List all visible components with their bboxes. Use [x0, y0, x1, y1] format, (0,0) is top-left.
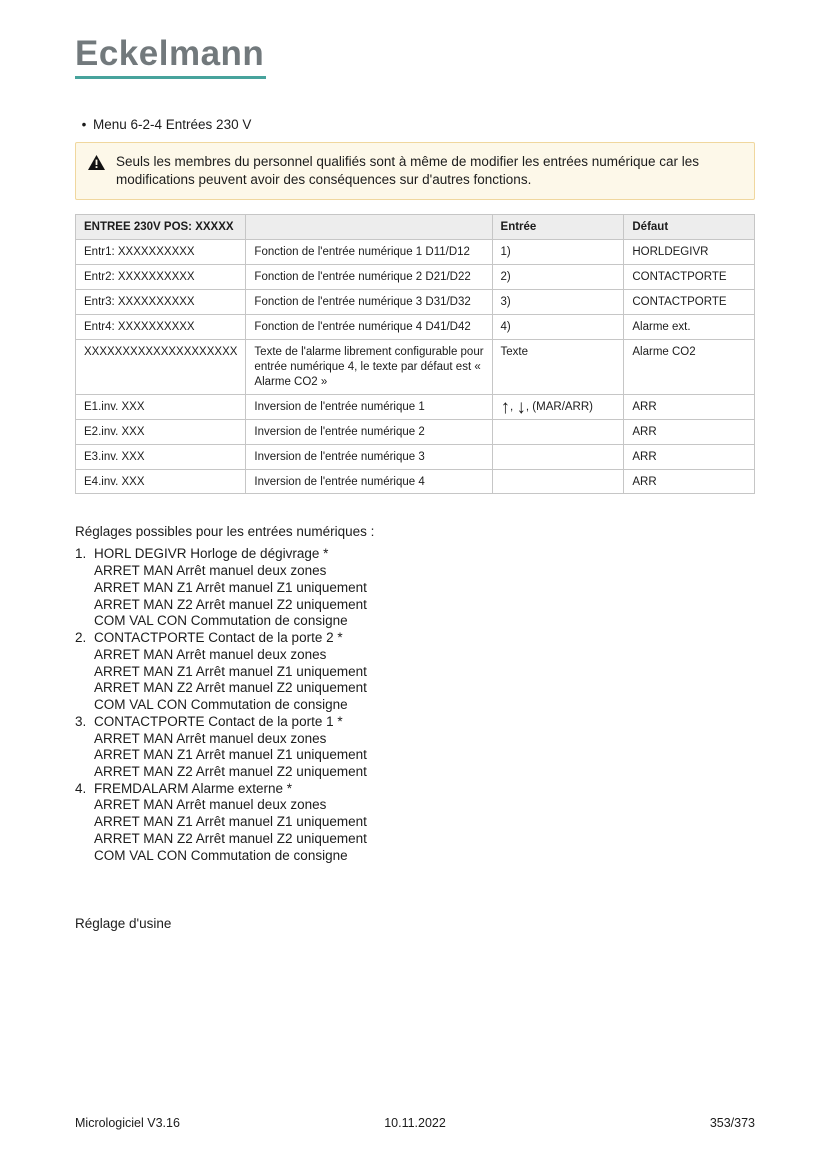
table-header-cell: ENTREE 230V POS: XXXXX — [76, 215, 246, 240]
settings-item-lines — [94, 714, 755, 781]
settings-item-subline: ARRET MAN Z2 Arrêt manuel Z2 uniquement — [94, 830, 367, 846]
down-arrow-icon: ↓ — [516, 396, 526, 418]
table-cell: Entr2: XXXXXXXXXX — [76, 265, 246, 290]
table-body — [76, 240, 755, 494]
settings-item-number: 2. — [75, 630, 87, 646]
table-row — [76, 240, 755, 265]
table-cell: 3) — [492, 290, 624, 315]
table-cell: E4.inv. XXX — [76, 469, 246, 494]
menu-bullet-text: Menu 6-2-4 Entrées 230 V — [93, 116, 252, 132]
table-row — [76, 290, 755, 315]
bullet-icon: • — [81, 116, 87, 132]
settings-item-subline: ARRET MAN Z2 Arrêt manuel Z2 uniquement — [94, 763, 367, 779]
table-header-cell: Entrée — [492, 215, 624, 240]
warning-box — [75, 142, 755, 200]
table-cell: Entr1: XXXXXXXXXX — [76, 240, 246, 265]
table-cell — [492, 444, 624, 469]
settings-item-number: 1. — [75, 546, 87, 562]
table-cell: HORLDEGIVR — [624, 240, 755, 265]
company-logo — [75, 36, 266, 79]
settings-item-subline: ARRET MAN Arrêt manuel deux zones — [94, 646, 327, 662]
table-cell: ARR — [624, 394, 755, 419]
settings-title: Réglages possibles pour les entrées numériques : — [75, 524, 375, 540]
settings-list — [75, 546, 755, 864]
warning-text: Seuls les membres du personnel qualifiés sont à même de modifier les entrées numérique car les modifications peuvent avoir des conséquences sur d'autres fonctions. — [116, 153, 700, 187]
table-header-cell: Défaut — [624, 215, 755, 240]
settings-item-subline: COM VAL CON Commutation de consigne — [94, 847, 348, 863]
settings-item-subline: ARRET MAN Z1 Arrêt manuel Z1 uniquement — [94, 814, 367, 830]
table-row — [76, 314, 755, 339]
factory-setting-footnote: Réglage d'usine — [75, 916, 172, 932]
table-row — [76, 394, 755, 419]
table-cell: Alarme ext. — [624, 314, 755, 339]
up-arrow-icon: ↑ — [500, 396, 511, 418]
table-cell — [492, 419, 624, 444]
settings-item-subline: ARRET MAN Z1 Arrêt manuel Z1 uniquement — [94, 663, 367, 679]
table-header-row — [76, 215, 755, 240]
settings-item-label: FREMDALARM Alarme externe * — [94, 780, 293, 796]
table-cell: Fonction de l'entrée numérique 1 D11/D12 — [246, 240, 492, 265]
table-cell: 4) — [492, 314, 624, 339]
footer-firmware-version: Micrologiciel V3.16 — [75, 1116, 180, 1130]
table-cell: Entr3: XXXXXXXXXX — [76, 290, 246, 315]
table-cell: ARR — [624, 469, 755, 494]
settings-item — [75, 630, 755, 714]
table-cell: XXXXXXXXXXXXXXXXXXXX — [76, 339, 246, 394]
settings-item-subline: COM VAL CON Commutation de consigne — [94, 613, 348, 629]
table-cell: Fonction de l'entrée numérique 3 D31/D32 — [246, 290, 492, 315]
table-row — [76, 265, 755, 290]
table-cell: CONTACTPORTE — [624, 265, 755, 290]
settings-item-lines — [94, 630, 755, 714]
table-cell: Inversion de l'entrée numérique 2 — [246, 419, 492, 444]
settings-item-subline: COM VAL CON Commutation de consigne — [94, 697, 348, 713]
settings-item-number: 3. — [75, 713, 87, 729]
table-cell: ARR — [624, 444, 755, 469]
table-cell: 1) — [492, 240, 624, 265]
table-cell: CONTACTPORTE — [624, 290, 755, 315]
io-table — [75, 214, 755, 494]
table-row — [76, 339, 755, 394]
settings-item-subline: ARRET MAN Arrêt manuel deux zones — [94, 563, 327, 579]
table-cell — [492, 469, 624, 494]
table-cell: E2.inv. XXX — [76, 419, 246, 444]
footer-page-number: 353/373 — [709, 1116, 756, 1130]
table-cell: Inversion de l'entrée numérique 3 — [246, 444, 492, 469]
table-row — [76, 444, 755, 469]
footer-date: 10.11.2022 — [384, 1116, 446, 1130]
settings-item — [75, 546, 755, 630]
settings-item-label: CONTACTPORTE Contact de la porte 1 * — [94, 713, 343, 729]
page-footer — [75, 1116, 755, 1130]
table-row — [76, 469, 755, 494]
table-cell: Texte — [492, 339, 624, 394]
settings-item-subline: ARRET MAN Arrêt manuel deux zones — [94, 797, 327, 813]
table-cell: 2) — [492, 265, 624, 290]
table-cell: Entr4: XXXXXXXXXX — [76, 314, 246, 339]
table-cell: Inversion de l'entrée numérique 4 — [246, 469, 492, 494]
settings-item-subline: ARRET MAN Z1 Arrêt manuel Z1 uniquement — [94, 747, 367, 763]
settings-item-lines — [94, 781, 755, 865]
table-cell: Alarme CO2 — [624, 339, 755, 394]
settings-item-subline: ARRET MAN Z2 Arrêt manuel Z2 uniquement — [94, 596, 367, 612]
settings-item-lines — [94, 546, 755, 630]
warning-triangle-icon — [88, 155, 105, 175]
settings-item-subline: ARRET MAN Z1 Arrêt manuel Z1 uniquement — [94, 579, 367, 595]
settings-item-label: CONTACTPORTE Contact de la porte 2 * — [94, 630, 343, 646]
settings-item-subline: ARRET MAN Arrêt manuel deux zones — [94, 730, 327, 746]
menu-bullet-line — [75, 117, 755, 132]
table-cell: Texte de l'alarme librement configurable pour entrée numérique 4, le texte par défaut est « Alarme CO2 » — [246, 339, 492, 394]
settings-item — [75, 714, 755, 781]
settings-item-number: 4. — [75, 780, 87, 796]
settings-item-label: HORL DEGIVR Horloge de dégivrage * — [94, 546, 329, 562]
table-row — [76, 419, 755, 444]
table-header-cell — [246, 215, 492, 240]
table-cell: E1.inv. XXX — [76, 394, 246, 419]
settings-item — [75, 781, 755, 865]
table-cell: Fonction de l'entrée numérique 2 D21/D22 — [246, 265, 492, 290]
table-cell: Fonction de l'entrée numérique 4 D41/D42 — [246, 314, 492, 339]
table-cell: ARR — [624, 419, 755, 444]
table-cell: E3.inv. XXX — [76, 444, 246, 469]
settings-item-subline: ARRET MAN Z2 Arrêt manuel Z2 uniquement — [94, 680, 367, 696]
table-cell: ↑, ↓, (MAR/ARR) — [492, 394, 624, 419]
table-cell: Inversion de l'entrée numérique 1 — [246, 394, 492, 419]
company-logo-text: Eckelmann — [75, 34, 265, 73]
